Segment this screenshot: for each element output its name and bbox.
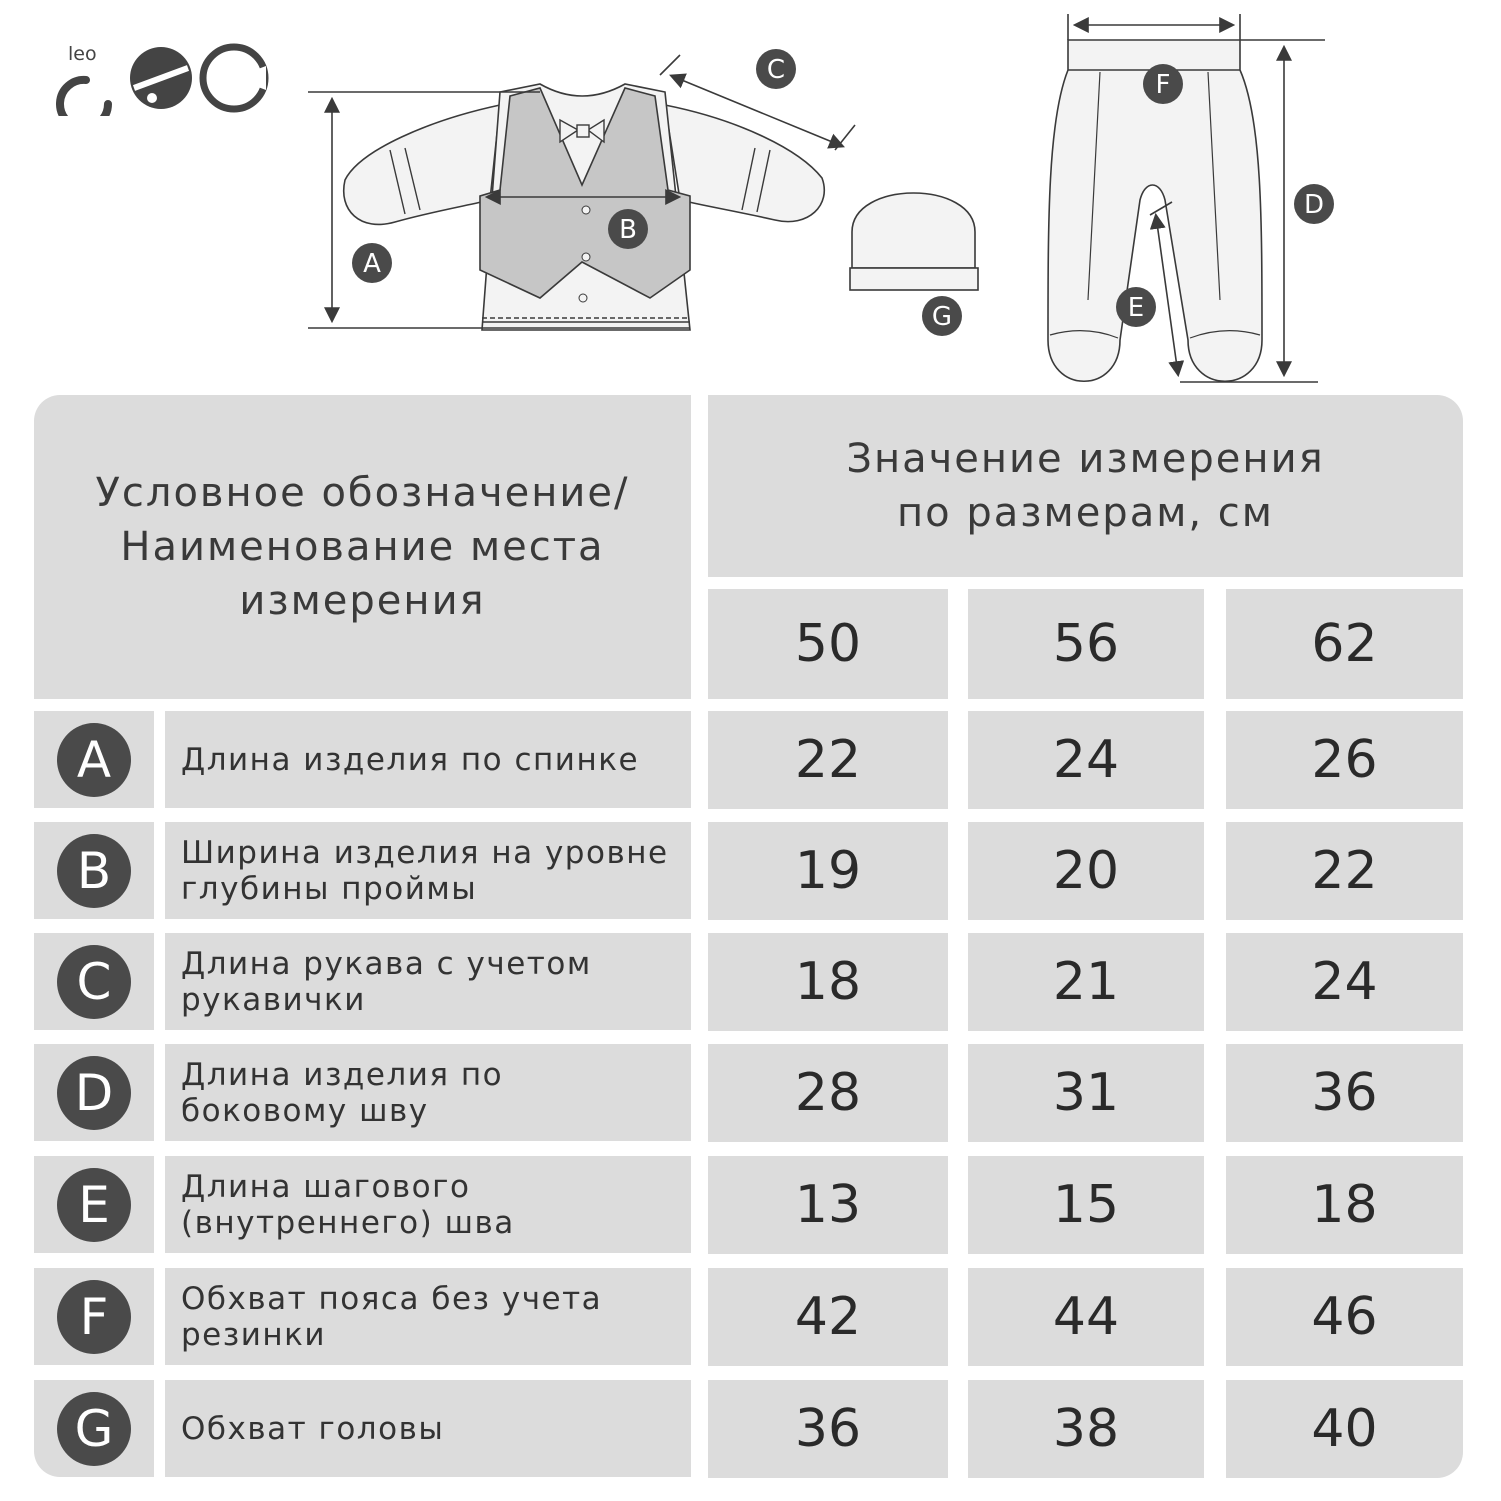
value-text: 44	[1052, 1287, 1120, 1347]
size-label: 62	[1311, 614, 1378, 674]
row-e-value-50	[708, 1156, 948, 1254]
value-text: 46	[1311, 1287, 1378, 1347]
row-e-value-62	[1226, 1156, 1463, 1254]
row-name-text: Обхват головы	[181, 1410, 445, 1447]
value-text: 19	[794, 841, 862, 901]
logo-text: leo	[68, 43, 97, 65]
row-c-value-62	[1226, 933, 1463, 1031]
row-b-name	[165, 822, 691, 919]
value-text: 42	[794, 1287, 862, 1347]
size-label: 50	[794, 614, 862, 674]
row-name-text: Длина изделия по спинке	[181, 741, 640, 778]
header-size-values	[708, 395, 1463, 577]
value-text: 31	[1052, 1063, 1120, 1123]
row-d-value-62	[1226, 1044, 1463, 1142]
row-name-text: Длина рукава с учетом рукавички	[181, 945, 592, 1018]
left-sleeve	[344, 105, 500, 224]
value-text: 13	[794, 1175, 862, 1235]
row-g-value-62	[1226, 1380, 1463, 1478]
row-a-letter	[34, 711, 154, 808]
garment-diagram	[0, 0, 1501, 395]
hat	[852, 193, 975, 268]
row-f-value-62	[1226, 1268, 1463, 1366]
value-text: 40	[1311, 1399, 1378, 1459]
row-a-value-50	[708, 711, 948, 809]
value-text: 36	[794, 1399, 862, 1459]
badge-c: C	[57, 945, 131, 1019]
value-text: 18	[1311, 1175, 1378, 1235]
row-f-value-50	[708, 1268, 948, 1366]
header-measurement-name	[34, 395, 691, 699]
row-name-text: Длина шагового (внутреннего) шва	[181, 1168, 515, 1241]
value-text: 26	[1311, 730, 1378, 790]
row-a-name	[165, 711, 691, 808]
row-a-value-62	[1226, 711, 1463, 809]
row-name-text: Длина изделия по боковому шву	[181, 1056, 504, 1129]
row-c-value-56	[968, 933, 1204, 1031]
diagram-label-a: A	[363, 249, 381, 279]
diagram-label-f: F	[1155, 70, 1171, 100]
badge-g: G	[57, 1392, 131, 1466]
row-name-text: Обхват пояса без учета резинки	[181, 1280, 603, 1353]
badge-b: B	[57, 834, 131, 908]
badge-f: F	[57, 1280, 131, 1354]
row-g-name	[165, 1380, 691, 1477]
value-text: 18	[794, 952, 862, 1012]
size-header-50	[708, 589, 948, 699]
row-c-name	[165, 933, 691, 1030]
row-f-letter	[34, 1268, 154, 1365]
badge-e: E	[57, 1168, 131, 1242]
size-header-56	[968, 589, 1204, 699]
value-text: 38	[1052, 1399, 1120, 1459]
row-b-value-62	[1226, 822, 1463, 920]
row-d-letter	[34, 1044, 154, 1141]
diagram-label-e: E	[1127, 293, 1145, 323]
row-g-value-56	[968, 1380, 1204, 1478]
row-c-value-50	[708, 933, 948, 1031]
row-d-name	[165, 1044, 691, 1141]
badge-a: A	[57, 723, 131, 797]
value-text: 21	[1052, 952, 1120, 1012]
row-b-value-56	[968, 822, 1204, 920]
row-f-name	[165, 1268, 691, 1365]
header-right-text: Значение измерения по размерам, см	[846, 436, 1325, 536]
row-b-value-50	[708, 822, 948, 920]
badge-d: D	[57, 1056, 131, 1130]
value-text: 22	[1311, 841, 1378, 901]
row-g-value-50	[708, 1380, 948, 1478]
header-left-text: Условное обозначение/ Наименование места измерения	[95, 470, 630, 624]
diagram-label-c: C	[766, 55, 786, 85]
row-c-letter	[34, 933, 154, 1030]
value-text: 36	[1311, 1063, 1378, 1123]
row-d-value-50	[708, 1044, 948, 1142]
value-text: 28	[794, 1063, 862, 1123]
row-b-letter	[34, 822, 154, 919]
row-e-value-56	[968, 1156, 1204, 1254]
diagram-label-d: D	[1303, 190, 1325, 220]
row-e-letter	[34, 1156, 154, 1253]
row-f-value-56	[968, 1268, 1204, 1366]
diagram-label-g: G	[931, 302, 953, 332]
value-text: 24	[1052, 730, 1120, 790]
value-text: 20	[1052, 841, 1120, 901]
diagram-label-b: B	[619, 215, 637, 245]
value-text: 15	[1052, 1175, 1120, 1235]
row-name-text: Ширина изделия на уровне глубины проймы	[181, 834, 669, 907]
size-header-62	[1226, 589, 1463, 699]
row-e-name	[165, 1156, 691, 1253]
value-text: 22	[794, 730, 862, 790]
row-g-letter	[34, 1380, 154, 1477]
value-text: 24	[1311, 952, 1378, 1012]
row-d-value-56	[968, 1044, 1204, 1142]
size-label: 56	[1052, 614, 1120, 674]
row-a-value-56	[968, 711, 1204, 809]
